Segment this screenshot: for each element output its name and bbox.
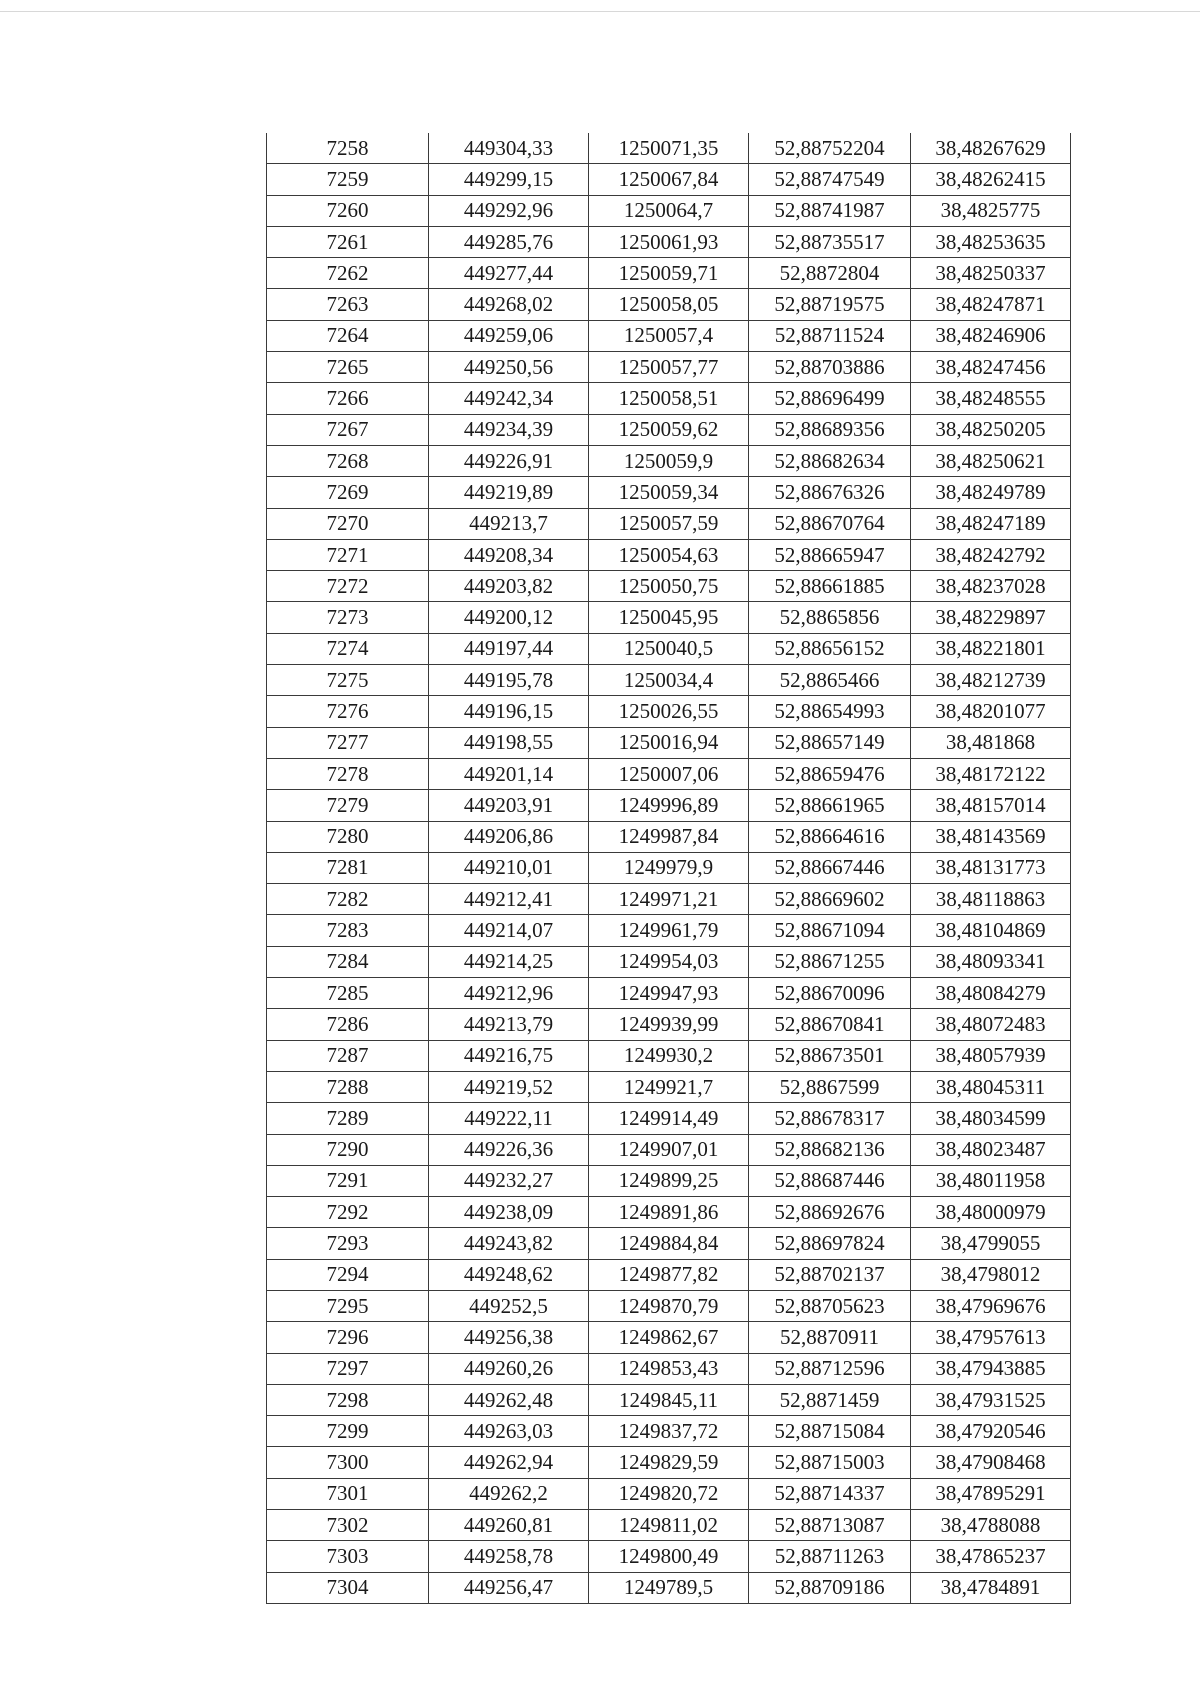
longitude-cell: 38,48246906 bbox=[911, 320, 1071, 351]
point-number-cell: 7301 bbox=[267, 1478, 429, 1509]
longitude-cell: 38,47931525 bbox=[911, 1384, 1071, 1415]
latitude-cell: 52,88667446 bbox=[749, 852, 911, 883]
table-row bbox=[267, 383, 1071, 414]
longitude-cell: 38,48057939 bbox=[911, 1040, 1071, 1071]
y-coordinate-cell: 1250016,94 bbox=[589, 727, 749, 758]
longitude-cell: 38,48262415 bbox=[911, 164, 1071, 195]
x-coordinate-cell: 449214,25 bbox=[429, 946, 589, 977]
x-coordinate-cell: 449234,39 bbox=[429, 414, 589, 445]
point-number-cell: 7277 bbox=[267, 727, 429, 758]
x-coordinate-cell: 449259,06 bbox=[429, 320, 589, 351]
longitude-cell: 38,48242792 bbox=[911, 539, 1071, 570]
longitude-cell: 38,47908468 bbox=[911, 1447, 1071, 1478]
y-coordinate-cell: 1249853,43 bbox=[589, 1353, 749, 1384]
latitude-cell: 52,88709186 bbox=[749, 1572, 911, 1603]
point-number-cell: 7294 bbox=[267, 1259, 429, 1290]
latitude-cell: 52,88659476 bbox=[749, 758, 911, 789]
latitude-cell: 52,88657149 bbox=[749, 727, 911, 758]
y-coordinate-cell: 1250054,63 bbox=[589, 539, 749, 570]
x-coordinate-cell: 449258,78 bbox=[429, 1541, 589, 1572]
latitude-cell: 52,88682136 bbox=[749, 1134, 911, 1165]
point-number-cell: 7278 bbox=[267, 758, 429, 789]
point-number-cell: 7282 bbox=[267, 884, 429, 915]
table-row bbox=[267, 195, 1071, 226]
point-number-cell: 7304 bbox=[267, 1572, 429, 1603]
table-row bbox=[267, 1572, 1071, 1603]
x-coordinate-cell: 449256,38 bbox=[429, 1322, 589, 1353]
table-row bbox=[267, 164, 1071, 195]
x-coordinate-cell: 449222,11 bbox=[429, 1103, 589, 1134]
latitude-cell: 52,88665947 bbox=[749, 539, 911, 570]
table-row bbox=[267, 1197, 1071, 1228]
longitude-cell: 38,47920546 bbox=[911, 1416, 1071, 1447]
y-coordinate-cell: 1250061,93 bbox=[589, 226, 749, 257]
point-number-cell: 7267 bbox=[267, 414, 429, 445]
point-number-cell: 7287 bbox=[267, 1040, 429, 1071]
longitude-cell: 38,48221801 bbox=[911, 633, 1071, 664]
latitude-cell: 52,88656152 bbox=[749, 633, 911, 664]
y-coordinate-cell: 1249961,79 bbox=[589, 915, 749, 946]
x-coordinate-cell: 449197,44 bbox=[429, 633, 589, 664]
point-number-cell: 7281 bbox=[267, 852, 429, 883]
x-coordinate-cell: 449216,75 bbox=[429, 1040, 589, 1071]
point-number-cell: 7266 bbox=[267, 383, 429, 414]
y-coordinate-cell: 1250059,62 bbox=[589, 414, 749, 445]
latitude-cell: 52,88747549 bbox=[749, 164, 911, 195]
table-row bbox=[267, 1478, 1071, 1509]
y-coordinate-cell: 1249870,79 bbox=[589, 1290, 749, 1321]
longitude-cell: 38,47865237 bbox=[911, 1541, 1071, 1572]
x-coordinate-cell: 449299,15 bbox=[429, 164, 589, 195]
table-row bbox=[267, 414, 1071, 445]
point-number-cell: 7258 bbox=[267, 133, 429, 164]
longitude-cell: 38,48143569 bbox=[911, 821, 1071, 852]
y-coordinate-cell: 1249811,02 bbox=[589, 1510, 749, 1541]
x-coordinate-cell: 449213,79 bbox=[429, 1009, 589, 1040]
latitude-cell: 52,88719575 bbox=[749, 289, 911, 320]
x-coordinate-cell: 449201,14 bbox=[429, 758, 589, 789]
latitude-cell: 52,88711263 bbox=[749, 1541, 911, 1572]
point-number-cell: 7274 bbox=[267, 633, 429, 664]
longitude-cell: 38,47969676 bbox=[911, 1290, 1071, 1321]
y-coordinate-cell: 1249954,03 bbox=[589, 946, 749, 977]
y-coordinate-cell: 1249899,25 bbox=[589, 1165, 749, 1196]
y-coordinate-cell: 1249979,9 bbox=[589, 852, 749, 883]
latitude-cell: 52,88661965 bbox=[749, 790, 911, 821]
latitude-cell: 52,88692676 bbox=[749, 1197, 911, 1228]
table-row bbox=[267, 1009, 1071, 1040]
latitude-cell: 52,88682634 bbox=[749, 445, 911, 476]
longitude-cell: 38,47957613 bbox=[911, 1322, 1071, 1353]
x-coordinate-cell: 449268,02 bbox=[429, 289, 589, 320]
y-coordinate-cell: 1249862,67 bbox=[589, 1322, 749, 1353]
x-coordinate-cell: 449292,96 bbox=[429, 195, 589, 226]
y-coordinate-cell: 1249996,89 bbox=[589, 790, 749, 821]
y-coordinate-cell: 1249837,72 bbox=[589, 1416, 749, 1447]
y-coordinate-cell: 1249987,84 bbox=[589, 821, 749, 852]
y-coordinate-cell: 1250026,55 bbox=[589, 696, 749, 727]
latitude-cell: 52,8871459 bbox=[749, 1384, 911, 1415]
latitude-cell: 52,88715003 bbox=[749, 1447, 911, 1478]
x-coordinate-cell: 449260,26 bbox=[429, 1353, 589, 1384]
y-coordinate-cell: 1249939,99 bbox=[589, 1009, 749, 1040]
table-row bbox=[267, 133, 1071, 164]
longitude-cell: 38,48212739 bbox=[911, 665, 1071, 696]
x-coordinate-cell: 449263,03 bbox=[429, 1416, 589, 1447]
x-coordinate-cell: 449252,5 bbox=[429, 1290, 589, 1321]
x-coordinate-cell: 449238,09 bbox=[429, 1197, 589, 1228]
x-coordinate-cell: 449219,52 bbox=[429, 1071, 589, 1102]
y-coordinate-cell: 1250034,4 bbox=[589, 665, 749, 696]
table-row bbox=[267, 1228, 1071, 1259]
table-row bbox=[267, 226, 1071, 257]
y-coordinate-cell: 1250067,84 bbox=[589, 164, 749, 195]
point-number-cell: 7284 bbox=[267, 946, 429, 977]
point-number-cell: 7283 bbox=[267, 915, 429, 946]
point-number-cell: 7297 bbox=[267, 1353, 429, 1384]
longitude-cell: 38,48253635 bbox=[911, 226, 1071, 257]
point-number-cell: 7273 bbox=[267, 602, 429, 633]
y-coordinate-cell: 1249921,7 bbox=[589, 1071, 749, 1102]
table-row bbox=[267, 352, 1071, 383]
point-number-cell: 7295 bbox=[267, 1290, 429, 1321]
y-coordinate-cell: 1249845,11 bbox=[589, 1384, 749, 1415]
y-coordinate-cell: 1250007,06 bbox=[589, 758, 749, 789]
x-coordinate-cell: 449213,7 bbox=[429, 508, 589, 539]
table-row bbox=[267, 258, 1071, 289]
latitude-cell: 52,88687446 bbox=[749, 1165, 911, 1196]
table-row bbox=[267, 727, 1071, 758]
y-coordinate-cell: 1250058,05 bbox=[589, 289, 749, 320]
point-number-cell: 7302 bbox=[267, 1510, 429, 1541]
table-row bbox=[267, 539, 1071, 570]
longitude-cell: 38,48250337 bbox=[911, 258, 1071, 289]
table-row bbox=[267, 1290, 1071, 1321]
point-number-cell: 7279 bbox=[267, 790, 429, 821]
point-number-cell: 7262 bbox=[267, 258, 429, 289]
point-number-cell: 7260 bbox=[267, 195, 429, 226]
longitude-cell: 38,48249789 bbox=[911, 477, 1071, 508]
longitude-cell: 38,48247871 bbox=[911, 289, 1071, 320]
table-row bbox=[267, 915, 1071, 946]
latitude-cell: 52,88678317 bbox=[749, 1103, 911, 1134]
table-row bbox=[267, 978, 1071, 1009]
latitude-cell: 52,88670841 bbox=[749, 1009, 911, 1040]
table-row bbox=[267, 821, 1071, 852]
point-number-cell: 7291 bbox=[267, 1165, 429, 1196]
point-number-cell: 7259 bbox=[267, 164, 429, 195]
longitude-cell: 38,48034599 bbox=[911, 1103, 1071, 1134]
x-coordinate-cell: 449226,91 bbox=[429, 445, 589, 476]
x-coordinate-cell: 449208,34 bbox=[429, 539, 589, 570]
longitude-cell: 38,48104869 bbox=[911, 915, 1071, 946]
longitude-cell: 38,4784891 bbox=[911, 1572, 1071, 1603]
latitude-cell: 52,88661885 bbox=[749, 571, 911, 602]
y-coordinate-cell: 1249800,49 bbox=[589, 1541, 749, 1572]
table-row bbox=[267, 946, 1071, 977]
point-number-cell: 7264 bbox=[267, 320, 429, 351]
y-coordinate-cell: 1250064,7 bbox=[589, 195, 749, 226]
table-row bbox=[267, 445, 1071, 476]
longitude-cell: 38,48084279 bbox=[911, 978, 1071, 1009]
table-row bbox=[267, 665, 1071, 696]
longitude-cell: 38,48157014 bbox=[911, 790, 1071, 821]
x-coordinate-cell: 449262,94 bbox=[429, 1447, 589, 1478]
x-coordinate-cell: 449198,55 bbox=[429, 727, 589, 758]
longitude-cell: 38,48229897 bbox=[911, 602, 1071, 633]
point-number-cell: 7293 bbox=[267, 1228, 429, 1259]
x-coordinate-cell: 449242,34 bbox=[429, 383, 589, 414]
y-coordinate-cell: 1249829,59 bbox=[589, 1447, 749, 1478]
point-number-cell: 7298 bbox=[267, 1384, 429, 1415]
y-coordinate-cell: 1250057,4 bbox=[589, 320, 749, 351]
x-coordinate-cell: 449243,82 bbox=[429, 1228, 589, 1259]
table-row bbox=[267, 508, 1071, 539]
x-coordinate-cell: 449226,36 bbox=[429, 1134, 589, 1165]
table-row bbox=[267, 1510, 1071, 1541]
longitude-cell: 38,48267629 bbox=[911, 133, 1071, 164]
latitude-cell: 52,88671094 bbox=[749, 915, 911, 946]
table-row bbox=[267, 884, 1071, 915]
table-row bbox=[267, 633, 1071, 664]
table-row bbox=[267, 320, 1071, 351]
y-coordinate-cell: 1250058,51 bbox=[589, 383, 749, 414]
y-coordinate-cell: 1250057,59 bbox=[589, 508, 749, 539]
point-number-cell: 7303 bbox=[267, 1541, 429, 1572]
latitude-cell: 52,88702137 bbox=[749, 1259, 911, 1290]
y-coordinate-cell: 1249884,84 bbox=[589, 1228, 749, 1259]
latitude-cell: 52,88654993 bbox=[749, 696, 911, 727]
y-coordinate-cell: 1250050,75 bbox=[589, 571, 749, 602]
x-coordinate-cell: 449262,2 bbox=[429, 1478, 589, 1509]
longitude-cell: 38,48250205 bbox=[911, 414, 1071, 445]
latitude-cell: 52,88669602 bbox=[749, 884, 911, 915]
scan-edge-line bbox=[0, 11, 1200, 12]
point-number-cell: 7268 bbox=[267, 445, 429, 476]
latitude-cell: 52,88673501 bbox=[749, 1040, 911, 1071]
longitude-cell: 38,48237028 bbox=[911, 571, 1071, 602]
table-row bbox=[267, 289, 1071, 320]
longitude-cell: 38,48247189 bbox=[911, 508, 1071, 539]
point-number-cell: 7265 bbox=[267, 352, 429, 383]
y-coordinate-cell: 1249891,86 bbox=[589, 1197, 749, 1228]
x-coordinate-cell: 449214,07 bbox=[429, 915, 589, 946]
latitude-cell: 52,88696499 bbox=[749, 383, 911, 414]
y-coordinate-cell: 1250045,95 bbox=[589, 602, 749, 633]
longitude-cell: 38,47943885 bbox=[911, 1353, 1071, 1384]
point-number-cell: 7299 bbox=[267, 1416, 429, 1447]
latitude-cell: 52,8867599 bbox=[749, 1071, 911, 1102]
latitude-cell: 52,88703886 bbox=[749, 352, 911, 383]
table-row bbox=[267, 696, 1071, 727]
coordinate-table-container bbox=[266, 133, 1071, 1604]
latitude-cell: 52,88752204 bbox=[749, 133, 911, 164]
x-coordinate-cell: 449260,81 bbox=[429, 1510, 589, 1541]
longitude-cell: 38,48072483 bbox=[911, 1009, 1071, 1040]
x-coordinate-cell: 449203,82 bbox=[429, 571, 589, 602]
longitude-cell: 38,48248555 bbox=[911, 383, 1071, 414]
latitude-cell: 52,88671255 bbox=[749, 946, 911, 977]
point-number-cell: 7276 bbox=[267, 696, 429, 727]
point-number-cell: 7280 bbox=[267, 821, 429, 852]
x-coordinate-cell: 449212,41 bbox=[429, 884, 589, 915]
x-coordinate-cell: 449250,56 bbox=[429, 352, 589, 383]
y-coordinate-cell: 1250059,9 bbox=[589, 445, 749, 476]
y-coordinate-cell: 1250059,34 bbox=[589, 477, 749, 508]
table-row bbox=[267, 1447, 1071, 1478]
latitude-cell: 52,88715084 bbox=[749, 1416, 911, 1447]
longitude-cell: 38,48011958 bbox=[911, 1165, 1071, 1196]
x-coordinate-cell: 449304,33 bbox=[429, 133, 589, 164]
x-coordinate-cell: 449277,44 bbox=[429, 258, 589, 289]
table-row bbox=[267, 1040, 1071, 1071]
table-row bbox=[267, 1416, 1071, 1447]
point-number-cell: 7270 bbox=[267, 508, 429, 539]
y-coordinate-cell: 1250071,35 bbox=[589, 133, 749, 164]
x-coordinate-cell: 449285,76 bbox=[429, 226, 589, 257]
longitude-cell: 38,4788088 bbox=[911, 1510, 1071, 1541]
y-coordinate-cell: 1249789,5 bbox=[589, 1572, 749, 1603]
latitude-cell: 52,88705623 bbox=[749, 1290, 911, 1321]
latitude-cell: 52,8870911 bbox=[749, 1322, 911, 1353]
y-coordinate-cell: 1249930,2 bbox=[589, 1040, 749, 1071]
point-number-cell: 7300 bbox=[267, 1447, 429, 1478]
latitude-cell: 52,88670096 bbox=[749, 978, 911, 1009]
latitude-cell: 52,88735517 bbox=[749, 226, 911, 257]
latitude-cell: 52,8865856 bbox=[749, 602, 911, 633]
point-number-cell: 7261 bbox=[267, 226, 429, 257]
latitude-cell: 52,88714337 bbox=[749, 1478, 911, 1509]
x-coordinate-cell: 449203,91 bbox=[429, 790, 589, 821]
longitude-cell: 38,48093341 bbox=[911, 946, 1071, 977]
latitude-cell: 52,88711524 bbox=[749, 320, 911, 351]
point-number-cell: 7290 bbox=[267, 1134, 429, 1165]
table-row bbox=[267, 790, 1071, 821]
longitude-cell: 38,48000979 bbox=[911, 1197, 1071, 1228]
table-row bbox=[267, 1259, 1071, 1290]
latitude-cell: 52,88697824 bbox=[749, 1228, 911, 1259]
table-row bbox=[267, 1541, 1071, 1572]
x-coordinate-cell: 449210,01 bbox=[429, 852, 589, 883]
table-row bbox=[267, 1134, 1071, 1165]
longitude-cell: 38,48045311 bbox=[911, 1071, 1071, 1102]
y-coordinate-cell: 1249820,72 bbox=[589, 1478, 749, 1509]
longitude-cell: 38,481868 bbox=[911, 727, 1071, 758]
y-coordinate-cell: 1250040,5 bbox=[589, 633, 749, 664]
point-number-cell: 7292 bbox=[267, 1197, 429, 1228]
latitude-cell: 52,88689356 bbox=[749, 414, 911, 445]
x-coordinate-cell: 449256,47 bbox=[429, 1572, 589, 1603]
point-number-cell: 7289 bbox=[267, 1103, 429, 1134]
latitude-cell: 52,88713087 bbox=[749, 1510, 911, 1541]
point-number-cell: 7272 bbox=[267, 571, 429, 602]
point-number-cell: 7263 bbox=[267, 289, 429, 320]
longitude-cell: 38,48172122 bbox=[911, 758, 1071, 789]
point-number-cell: 7296 bbox=[267, 1322, 429, 1353]
table-row bbox=[267, 1071, 1071, 1102]
x-coordinate-cell: 449232,27 bbox=[429, 1165, 589, 1196]
longitude-cell: 38,48201077 bbox=[911, 696, 1071, 727]
x-coordinate-cell: 449248,62 bbox=[429, 1259, 589, 1290]
table-row bbox=[267, 602, 1071, 633]
latitude-cell: 52,88670764 bbox=[749, 508, 911, 539]
point-number-cell: 7286 bbox=[267, 1009, 429, 1040]
table-row bbox=[267, 758, 1071, 789]
longitude-cell: 38,48250621 bbox=[911, 445, 1071, 476]
table-row bbox=[267, 477, 1071, 508]
table-row bbox=[267, 1353, 1071, 1384]
latitude-cell: 52,88741987 bbox=[749, 195, 911, 226]
point-number-cell: 7275 bbox=[267, 665, 429, 696]
table-row bbox=[267, 1322, 1071, 1353]
point-number-cell: 7271 bbox=[267, 539, 429, 570]
x-coordinate-cell: 449200,12 bbox=[429, 602, 589, 633]
latitude-cell: 52,88664616 bbox=[749, 821, 911, 852]
point-number-cell: 7288 bbox=[267, 1071, 429, 1102]
table-row bbox=[267, 852, 1071, 883]
longitude-cell: 38,48131773 bbox=[911, 852, 1071, 883]
longitude-cell: 38,48023487 bbox=[911, 1134, 1071, 1165]
table-row bbox=[267, 1384, 1071, 1415]
longitude-cell: 38,47895291 bbox=[911, 1478, 1071, 1509]
table-row bbox=[267, 1165, 1071, 1196]
latitude-cell: 52,8872804 bbox=[749, 258, 911, 289]
y-coordinate-cell: 1249971,21 bbox=[589, 884, 749, 915]
coordinate-table-body bbox=[267, 133, 1071, 1603]
longitude-cell: 38,4798012 bbox=[911, 1259, 1071, 1290]
latitude-cell: 52,88712596 bbox=[749, 1353, 911, 1384]
y-coordinate-cell: 1249907,01 bbox=[589, 1134, 749, 1165]
table-row bbox=[267, 1103, 1071, 1134]
x-coordinate-cell: 449196,15 bbox=[429, 696, 589, 727]
longitude-cell: 38,48247456 bbox=[911, 352, 1071, 383]
table-row bbox=[267, 571, 1071, 602]
y-coordinate-cell: 1249947,93 bbox=[589, 978, 749, 1009]
longitude-cell: 38,4825775 bbox=[911, 195, 1071, 226]
x-coordinate-cell: 449262,48 bbox=[429, 1384, 589, 1415]
longitude-cell: 38,4799055 bbox=[911, 1228, 1071, 1259]
latitude-cell: 52,8865466 bbox=[749, 665, 911, 696]
x-coordinate-cell: 449212,96 bbox=[429, 978, 589, 1009]
y-coordinate-cell: 1249877,82 bbox=[589, 1259, 749, 1290]
y-coordinate-cell: 1249914,49 bbox=[589, 1103, 749, 1134]
point-number-cell: 7285 bbox=[267, 978, 429, 1009]
longitude-cell: 38,48118863 bbox=[911, 884, 1071, 915]
latitude-cell: 52,88676326 bbox=[749, 477, 911, 508]
point-number-cell: 7269 bbox=[267, 477, 429, 508]
y-coordinate-cell: 1250059,71 bbox=[589, 258, 749, 289]
x-coordinate-cell: 449219,89 bbox=[429, 477, 589, 508]
y-coordinate-cell: 1250057,77 bbox=[589, 352, 749, 383]
x-coordinate-cell: 449195,78 bbox=[429, 665, 589, 696]
coordinate-table bbox=[266, 133, 1071, 1604]
x-coordinate-cell: 449206,86 bbox=[429, 821, 589, 852]
